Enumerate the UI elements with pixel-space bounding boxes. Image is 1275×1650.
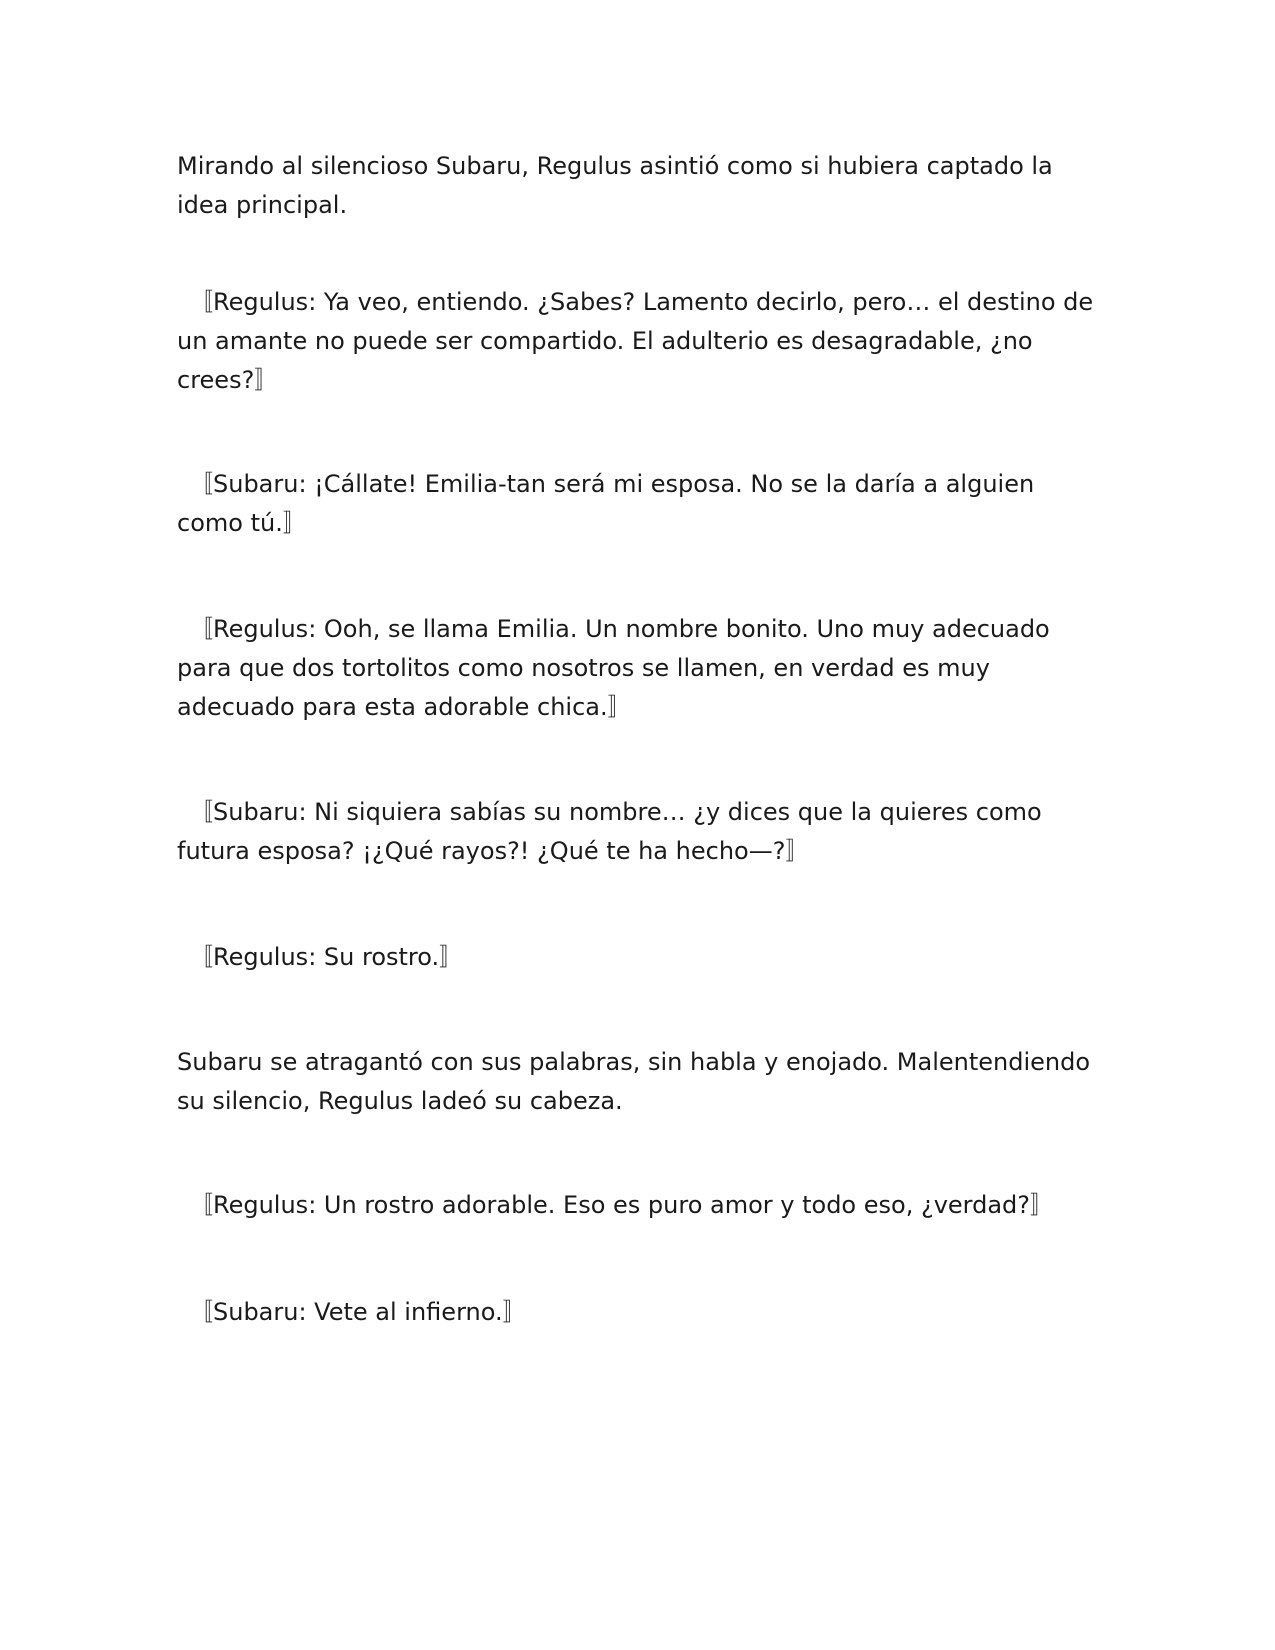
dialogue-subaru: 〚Subaru: Vete al infierno.〛 — [189, 1298, 527, 1326]
narration-paragraph: Mirando al silencioso Subaru, Regulus asintió como si hubiera captado la idea principal. — [177, 152, 1053, 219]
dialogue-subaru: 〚Subaru: ¡Cállate! Emilia-tan será mi esposa. No se la daría a alguien como tú.〛 — [177, 470, 1035, 537]
dialogue-regulus: 〚Regulus: Un rostro adorable. Eso es puro amor y todo eso, ¿verdad?〛 — [189, 1191, 1055, 1219]
narration-paragraph: Subaru se atragantó con sus palabras, sin habla y enojado. Malentendiendo su silencio, Regulus ladeó su cabeza. — [177, 1048, 1091, 1115]
dialogue-subaru: 〚Subaru: Ni siquiera sabías su nombre… ¿y dices que la quieres como futura esposa? ¡¿Qué rayos?! ¿Qué te ha hecho—?〛 — [177, 798, 1042, 865]
dialogue-regulus: 〚Regulus: Ya veo, entiendo. ¿Sabes? Lamento decirlo, pero… el destino de un amante no puede ser compartido. El adulterio es desagradable, ¿no crees?〛 — [177, 288, 1094, 394]
dialogue-regulus: 〚Regulus: Ooh, se llama Emilia. Un nombre bonito. Uno muy adecuado para que dos tortolitos como nosotros se llamen, en verdad es muy adecuado para esta adorable chica.〛 — [177, 615, 1050, 721]
dialogue-regulus: 〚Regulus: Su rostro.〛 — [189, 943, 464, 971]
